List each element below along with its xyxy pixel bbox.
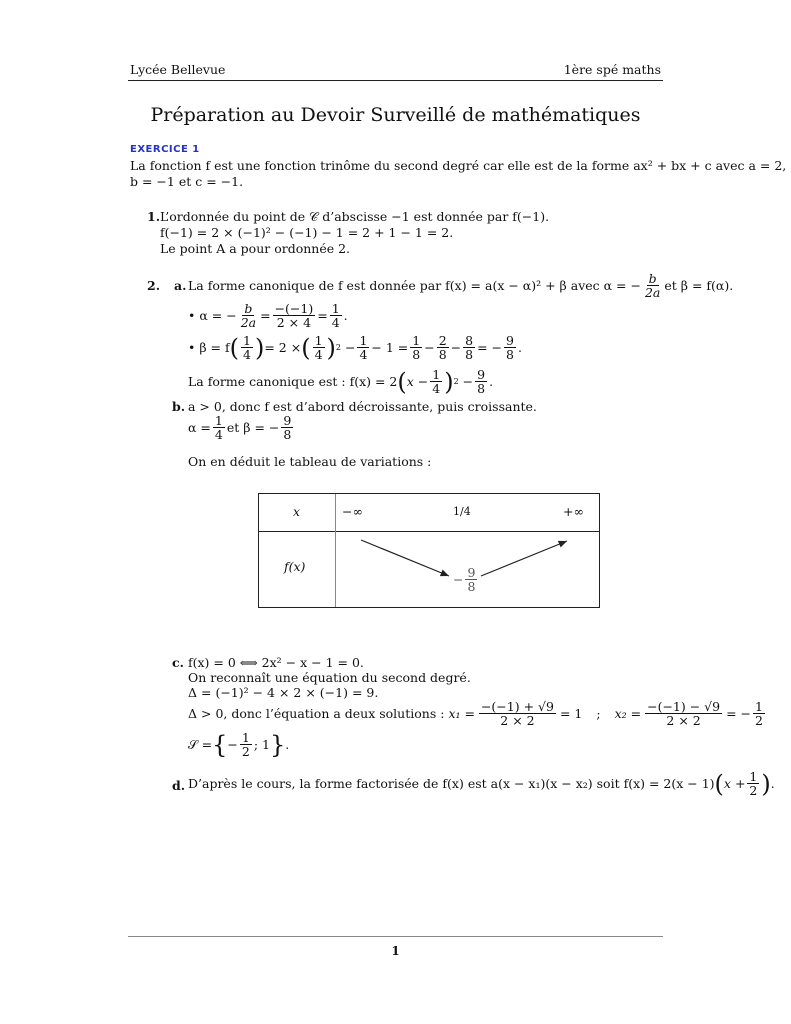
q2b-label: b. <box>172 399 186 414</box>
canonical-form: La forme canonique est : f(x) = 2 ( x − $\frac{1}{4}$ ) 2 − $\frac{9}{8}$ . <box>188 367 494 396</box>
header-school: Lycée Bellevue <box>130 62 226 77</box>
frac-num: b <box>648 271 657 286</box>
q1-line1: L’ordonnée du point de 𝒞 d’abscisse −1 est donnée par f(−1). <box>160 209 550 224</box>
fraction-one-half <box>240 731 252 758</box>
q2-number: 2. <box>147 278 161 293</box>
frac-num: 1 <box>214 413 223 428</box>
exercise-label: EXERCICE 1 <box>130 144 200 155</box>
fraction-eight-eighths <box>463 334 475 361</box>
frac-den: 4 <box>359 347 368 362</box>
frac-num: 1 <box>314 333 323 348</box>
beta-computation: • β = f ( $\frac{1}{4}$ ) = 2 × ( $\frac{1}{4}$ ) 2 − $\frac{1}{4}$ − 1 = $\frac{1}{8}$ − $\frac{2}{8}$ − $\frac{8}{8}$ = − $\frac{9}{8}$ . <box>188 333 522 362</box>
frac-num: −(−1) + √9 <box>480 699 554 714</box>
footer-rule <box>128 936 663 937</box>
fraction-b-over-2a <box>239 302 258 329</box>
fraction-nine-eighths <box>504 334 516 361</box>
frac-num: 1 <box>243 333 251 348</box>
vt-x-plus-infinity: +∞ <box>563 504 584 519</box>
fraction-one-quarter <box>213 414 225 441</box>
frac-den: 2 <box>749 783 758 798</box>
frac-num: b <box>244 301 253 316</box>
fraction-b-over-2a <box>643 272 662 299</box>
frac-num: 1 <box>749 769 758 784</box>
x1-fraction <box>479 700 556 727</box>
fraction-nine-eighths <box>475 368 487 395</box>
fraction-one-half <box>747 770 759 797</box>
q2c-line2: On reconnaît une équation du second degré. <box>188 670 471 685</box>
page-number: 1 <box>391 944 400 958</box>
frac-num: 9 <box>283 413 292 428</box>
q2a-line <box>188 272 733 299</box>
frac-den: 2 × 4 <box>276 315 312 330</box>
fraction-one-quarter <box>430 368 442 395</box>
alpha-prefix: • α = − <box>188 307 237 323</box>
fraction-one-quarter <box>357 334 369 361</box>
q1-line2: f(−1) = 2 × (−1)² − (−1) − 1 = 2 + 1 − 1 = 2. <box>160 225 454 240</box>
period: . <box>343 307 348 323</box>
q2b-line1: a > 0, donc f est d’abord décroissante, puis croissante. <box>188 399 537 414</box>
vt-x-label: x <box>293 504 301 519</box>
minus: − <box>450 339 462 355</box>
vt-x-quarter: 1/4 <box>453 505 471 518</box>
fraction-one-half <box>753 700 765 727</box>
period: . <box>770 775 775 791</box>
q2c-line3: Δ = (−1)² − 4 × 2 × (−1) = 9. <box>188 685 379 700</box>
q2b-alpha-beta <box>188 414 295 441</box>
frac-den: 8 <box>506 347 514 362</box>
q2b-deduce: On en déduit le tableau de variations : <box>188 454 432 469</box>
beta-mid: = 2 × <box>264 339 302 355</box>
frac-den: 2a <box>240 315 257 330</box>
canonical-text: La forme canonique est : f(x) = 2 <box>188 373 398 389</box>
x2-label: x₂ = <box>614 705 642 721</box>
set-end: ; 1 <box>253 736 270 752</box>
x2-result: = − <box>726 705 752 721</box>
minus: − <box>462 373 474 389</box>
frac-den: 4 <box>214 427 223 442</box>
and-beta: et β = − <box>226 419 280 435</box>
canonical-x: x − <box>406 373 429 389</box>
x1-result: = 1 <box>559 705 583 721</box>
fraction-alpha <box>273 302 316 329</box>
alpha-eq: α = <box>188 419 211 435</box>
increasing-arrow <box>481 541 567 576</box>
frac-den: 8 <box>283 427 292 442</box>
frac-num: 2 <box>438 333 447 348</box>
vt-fx-label: f(x) <box>284 559 306 574</box>
variation-table <box>258 493 600 608</box>
q2a-label: a. <box>174 278 187 293</box>
q2a-text-end: et β = f(α). <box>664 277 734 293</box>
frac-num: −(−1) − √9 <box>647 699 721 714</box>
frac-den: 4 <box>331 315 340 330</box>
frac-num: 1 <box>412 333 421 348</box>
q2d-line: D’après le cours, la forme factorisée de f(x) est a(x − x₁)(x − x₂) soit f(x) = 2(x − 1) ( x + $\frac{1}{2}$ ) . <box>188 769 775 798</box>
minus: − <box>344 339 356 355</box>
period: . <box>489 373 494 389</box>
x1-label: x₁ = <box>448 705 475 721</box>
frac-num: −(−1) <box>274 301 314 316</box>
vt-x-minus-infinity: −∞ <box>342 504 363 519</box>
frac-num: 9 <box>477 367 486 382</box>
frac-num: 1 <box>241 730 250 745</box>
period: . <box>285 736 290 752</box>
q2d-label: d. <box>172 778 186 793</box>
frac-den: 2 <box>241 744 250 759</box>
vt-min-value <box>453 566 479 593</box>
period: . <box>517 339 522 355</box>
fraction-one-eighth <box>410 334 422 361</box>
frac-den: 8 <box>412 347 421 362</box>
frac-den: 4 <box>314 347 323 362</box>
frac-den: 4 <box>243 347 251 362</box>
solution-set: 𝒮 = { − $\frac{1}{2}$ ; 1 } . <box>188 730 290 759</box>
exercise-intro-line2: b = −1 et c = −1. <box>130 174 244 189</box>
q2a-text: La forme canonique de f est donnée par f(x) = a(x − α)² + β avec α = − <box>188 277 641 293</box>
q1-line3: Le point A a pour ordonnée 2. <box>160 241 351 256</box>
fraction-one-quarter <box>313 334 325 361</box>
frac-num: 1 <box>755 699 763 714</box>
q2c-line1: f(x) = 0 ⟺ 2x² − x − 1 = 0. <box>188 655 364 670</box>
q2d-text: D’après le cours, la forme factorisée de f(x) est a(x − x₁)(x − x₂) soit f(x) = 2(x − 1) <box>188 775 715 791</box>
frac-den: 2a <box>644 285 661 300</box>
frac-num: 1 <box>432 367 441 382</box>
fraction-two-eighths <box>437 334 449 361</box>
minus: − <box>424 339 435 355</box>
frac-num: 9 <box>467 565 476 580</box>
frac-den: 4 <box>432 381 441 396</box>
q2c-label: c. <box>172 655 184 670</box>
separator: ; <box>596 705 601 721</box>
frac-num: 9 <box>506 333 514 348</box>
minus: − <box>453 572 464 587</box>
q2c-solutions <box>188 700 767 727</box>
frac-num: 1 <box>359 333 368 348</box>
solutions-text: Δ > 0, donc l’équation a deux solutions : <box>188 705 445 721</box>
frac-den: 2 × 2 <box>500 713 535 728</box>
set-prefix: 𝒮 = <box>188 736 213 752</box>
fraction-nine-eighths <box>281 414 293 441</box>
x2-fraction <box>645 700 722 727</box>
fraction-one-quarter <box>330 302 342 329</box>
frac-num: 1 <box>331 301 340 316</box>
q1-number: 1. <box>147 209 161 224</box>
alpha-computation <box>188 302 348 329</box>
equals: = <box>317 307 328 323</box>
minus: − <box>227 736 238 752</box>
fraction-one-quarter <box>241 334 253 361</box>
frac-num: 8 <box>465 333 474 348</box>
decreasing-arrow <box>361 540 449 576</box>
equals-minus: = − <box>477 339 503 355</box>
frac-den: 2 × 2 <box>666 713 701 728</box>
frac-den: 8 <box>467 579 476 594</box>
frac-den: 8 <box>438 347 447 362</box>
header-rule <box>128 80 663 81</box>
frac-den: 8 <box>477 381 486 396</box>
frac-den: 2 <box>755 713 763 728</box>
variation-arrows <box>259 494 599 607</box>
header-course: 1ère spé maths <box>563 62 661 77</box>
minus-one: − 1 = <box>371 339 409 355</box>
frac-den: 8 <box>465 347 474 362</box>
page-title: Préparation au Devoir Surveillé de mathématiques <box>150 104 641 126</box>
exercise-intro-line1: La fonction f est une fonction trinôme du second degré car elle est de la forme ax² + bx + c avec a = 2, <box>130 158 787 173</box>
beta-prefix: • β = f <box>188 339 230 355</box>
x-plus: x + <box>723 775 746 791</box>
equals: = <box>260 307 271 323</box>
